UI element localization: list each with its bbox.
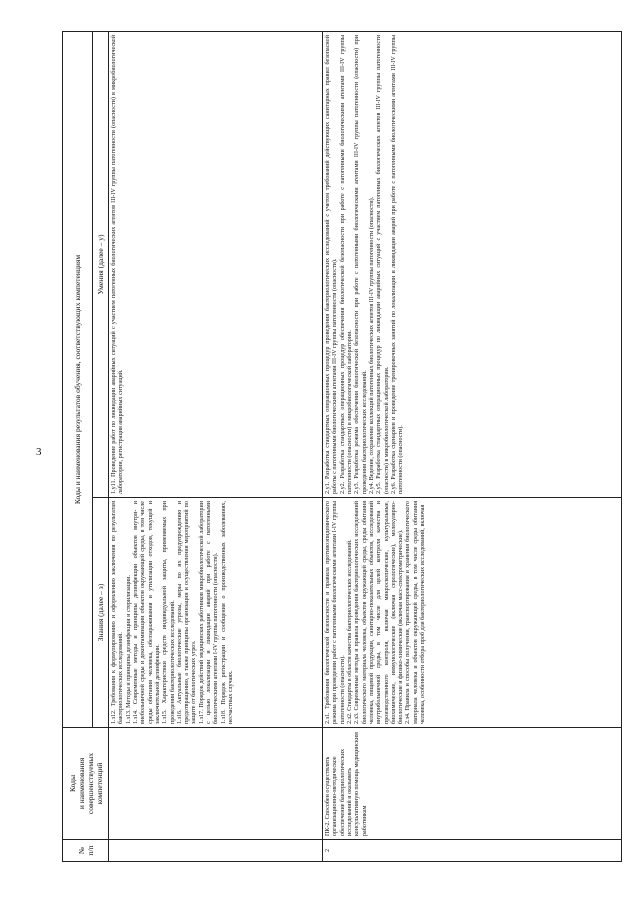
- knowledge-cell: [323, 498, 622, 728]
- knowledge-item: 1.з17. Порядок действий медицинских работников микробиологической лаборатории с целью локализации и ликвидации аварий при работе с патогенными биологическими агентами I-IV группы патогенности (опасности).: [198, 501, 220, 724]
- row-number-cell: 2: [323, 840, 622, 862]
- skill-item: 2.у3. Разработка режима обеспечения биологической безопасности при работе с патогенными биологическими агентами III-IV группы патогенности (опасности) при проведении бактериологических исследований.: [354, 35, 368, 494]
- page-number: 3: [36, 446, 42, 458]
- knowledge-item: 2.з1. Требования биологической безопасности и правила противоэпидемического режима при проведении работ с патогенными биологическими агентами I-IV группы патогенности (опасности).: [325, 501, 346, 724]
- header-knowledge: Знания (далее – з): [93, 498, 109, 728]
- skill-item: 2.у6. Разработка сценариев и проведение тренировочных занятий по локализации и ликвидации аварий при работе с патогенными биологическими агентами III-IV группы патогенности (опасности).: [390, 35, 405, 494]
- skill-item: 2.у4. Ведение, сохранение коллекций патогенных биологических агентов III-IV группы патогенности (опасности).: [368, 196, 375, 494]
- competence-table-sheet: [62, 32, 622, 862]
- skills-cell: [323, 32, 622, 498]
- knowledge-cell: [109, 498, 323, 728]
- competence-text: ПК-2. Способен осуществлять организационно-методическое обеспечение бактериологических исследований и оказывать консультативную помощь медицинским работникам: [325, 732, 368, 836]
- skill-item: 1.у11. Проведение работ по ликвидации аварийных ситуаций с участием патогенных биологических агентов III-IV группы патогенности (опасности) в микробиологической лаборатории, регистрация аварийных ситуаций.: [111, 35, 125, 494]
- knowledge-item: 1.з15. Характеристики средств индивидуальной защиты, применяемых при проведении бактериологических исследований.: [162, 501, 176, 724]
- header-num: № п/п: [63, 840, 109, 862]
- knowledge-item: 1.з14. Современные методы и принципы дезинфекции объектов внутри- и внебольничной среды и деконтаминации объектов окружающей среды, в том числе среды обитания человека, обеззараживания и утилизации отходов, текущей и заключительной дезинфекции.: [132, 501, 161, 724]
- skills-cell: [109, 32, 323, 498]
- header-results: Коды и наименования результатов обучения, соответствующих компетенциям: [63, 32, 93, 728]
- header-skills: Умения (далее – у): [93, 32, 109, 498]
- skill-item: 2.у2. Разработка стандартных операционных процедур обеспечения биологической безопасности при работе с патогенными биологическими агентами III-IV группы патогенности (опасности) в микробиологической лаборатории.: [339, 35, 353, 494]
- knowledge-item: 2.з2. Стандарты в области качества бактериологических исследований.: [346, 539, 353, 724]
- competence-cell: [109, 728, 323, 840]
- table-row: [109, 32, 323, 862]
- competence-cell: [323, 728, 622, 840]
- knowledge-item: 1.з13. Методы и принципы дезинфекции и стерилизации.: [125, 575, 132, 724]
- knowledge-item: 2.з4. Правила и способы получения, транспортирования и хранения биологического материала человека и объектов окружающей среды, в том числе среды обитания человека, особенности отбора проб для бактериологических исследований, включая: [405, 501, 427, 724]
- table-row: [323, 32, 622, 862]
- row-number-cell: [109, 840, 323, 862]
- skill-item: 2.у5. Разработка стандартных операционных процедур по ликвидации аварийных ситуаций с участием патогенных биологических агентов III-IV группы патогенности (опасности) в микробиологической лаборатории.: [376, 35, 390, 494]
- knowledge-item: 1.з18. Порядок регистрации и сообщения о производственных заболеваниях, несчастных случаях.: [220, 501, 234, 724]
- knowledge-item: 1.з12. Требования к формулированию и оформлению заключения по результатам бактериологических исследований.: [111, 501, 125, 724]
- knowledge-item: 1.з16. Актуальные биологические угрозы, меры по их предупреждению и предотвращению, а также принципы организации и осуществления мероприятий по защите от биологических угроз.: [176, 501, 198, 724]
- header-competence: Коды и наименования совершенствуемых компетенций: [63, 728, 109, 840]
- skill-item: 2.у1. Разработка стандартных операционных процедур проведения бактериологических исследований с учетом требований действующих санитарных правил безопасной работы с патогенными биологическими агентами III-IV группы патогенности (опасности).: [325, 35, 339, 494]
- knowledge-item: 2.з3. Современные методы и правила проведения бактериологических исследований биологического материала человека, объектов окружающей среды, среды обитания человека, пищевой продукции, санитарно-показательных объектов, исследований внутрибольничной среды, в том числе для целей контроля качества и производственного контроля, включая микроскопические, культуральные, биохимические, иммунологические (включая серологические), молекулярно-биологические и физико-химические (включая масс-спектрометрические).: [354, 501, 405, 724]
- competence-table: [62, 31, 622, 862]
